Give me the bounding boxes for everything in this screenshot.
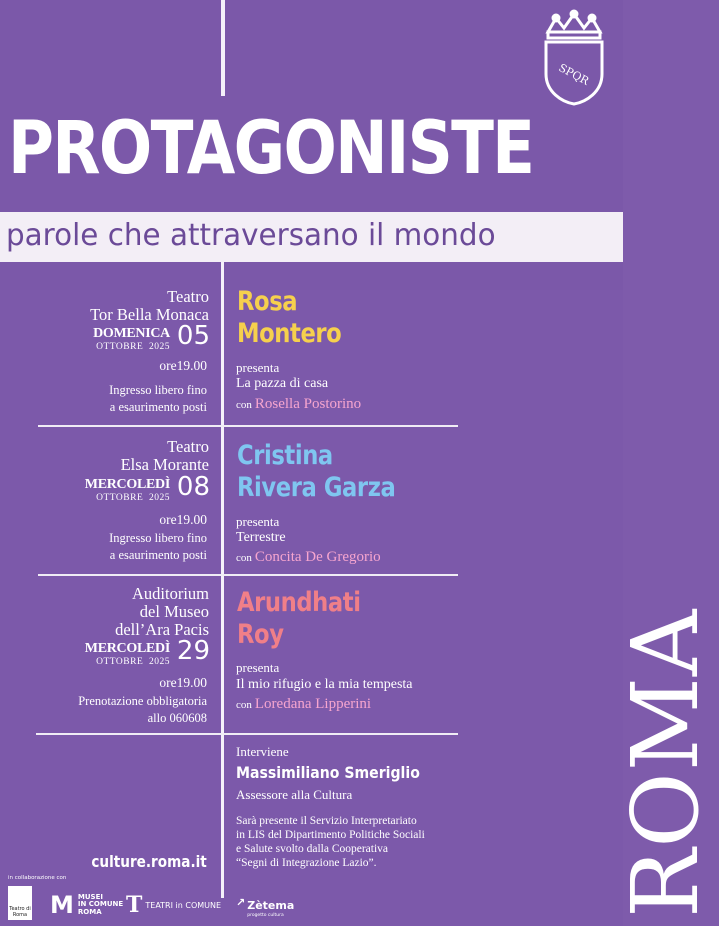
top-divider — [221, 0, 225, 96]
venue-line: Elsa Morante — [120, 455, 209, 474]
guest-label: Interviene — [236, 744, 289, 759]
vertical-divider — [221, 262, 224, 898]
page-title: PROTAGONISTE — [8, 106, 534, 191]
moderator-2: con Concita De Gregorio — [236, 549, 381, 565]
collab-label: in collaborazione con — [8, 875, 67, 881]
venue-line: del Museo — [139, 602, 209, 621]
venue-line: Auditorium — [132, 584, 209, 603]
weekday: DOMENICA — [93, 326, 170, 341]
guest-name: Massimiliano Smeriglio — [236, 763, 420, 782]
venue-1 — [90, 288, 209, 324]
divider-1 — [38, 425, 458, 427]
teatri-in-comune-logo: T TEATRI in COMUNE — [126, 892, 222, 918]
musei-mark-icon: M — [50, 891, 74, 919]
moderator-1: con Rosella Postorino — [236, 396, 362, 412]
note-1: Ingresso libero fino a esaurimento posti — [109, 383, 207, 414]
book-title-1: La pazza di casa — [236, 376, 329, 391]
day-number: 29 — [176, 636, 210, 666]
author-3: Arundhati Roy — [237, 587, 361, 650]
venue-line: Teatro — [167, 287, 209, 306]
teatri-mark-icon: T — [126, 892, 143, 918]
book-title-2: Terrestre — [236, 530, 286, 545]
time-1: ore19.00 — [159, 358, 207, 373]
note-3: Prenotazione obbligatoria allo 060608 — [78, 694, 207, 725]
time-2: ore19.00 — [159, 512, 207, 527]
website-link[interactable]: culture.roma.it — [91, 852, 207, 871]
author-2: Cristina Rivera Garza — [237, 440, 396, 503]
note-2: Ingresso libero fino a esaurimento posti — [109, 531, 207, 562]
book-title-3: Il mio rifugio e la mia tempesta — [236, 677, 413, 692]
city-name: ROMA — [612, 608, 719, 918]
spqr-crest-icon — [542, 12, 606, 106]
moderator-3: con Loredana Lipperini — [236, 696, 372, 712]
venue-line: Tor Bella Monaca — [90, 305, 209, 324]
divider-3 — [36, 733, 458, 735]
month-year: OTTOBRE 2025 — [96, 493, 170, 503]
month-year: OTTOBRE 2025 — [96, 342, 170, 352]
zetema-logo: ↗ Zètema progetto cultura — [236, 896, 295, 918]
venue-line: dell’Ara Pacis — [115, 620, 209, 639]
teatro-di-roma-logo: Teatro di Roma — [8, 886, 32, 920]
day-number: 08 — [176, 472, 210, 502]
venue-line: Teatro — [167, 437, 209, 456]
venue-3 — [115, 585, 209, 639]
author-1: Rosa Montero — [237, 286, 342, 349]
presenta-label: presenta — [236, 660, 280, 675]
crest-text: SPQR — [556, 61, 592, 88]
venue-2 — [121, 438, 209, 474]
weekday: MERCOLEDÌ — [84, 641, 170, 656]
divider-2 — [38, 574, 458, 576]
weekday: MERCOLEDÌ — [84, 477, 170, 492]
guest-role: Assessore alla Cultura — [236, 787, 353, 802]
musei-in-comune-logo: M MUSEI IN COMUNE ROMA — [50, 891, 124, 919]
time-3: ore19.00 — [159, 675, 207, 690]
presenta-label: presenta — [236, 360, 280, 375]
lis-notice: Sarà presente il Servizio Interpretariato in LIS del Dipartimento Politiche Sociali e Salute svolto dalla Cooperativa “Segni di Integrazione Lazio”. — [236, 815, 425, 869]
zetema-mark-icon: ↗ — [236, 896, 246, 909]
page-subtitle: parole che attraversano il mondo — [6, 218, 496, 253]
day-number: 05 — [176, 321, 210, 351]
presenta-label: presenta — [236, 514, 280, 529]
month-year: OTTOBRE 2025 — [96, 657, 170, 667]
